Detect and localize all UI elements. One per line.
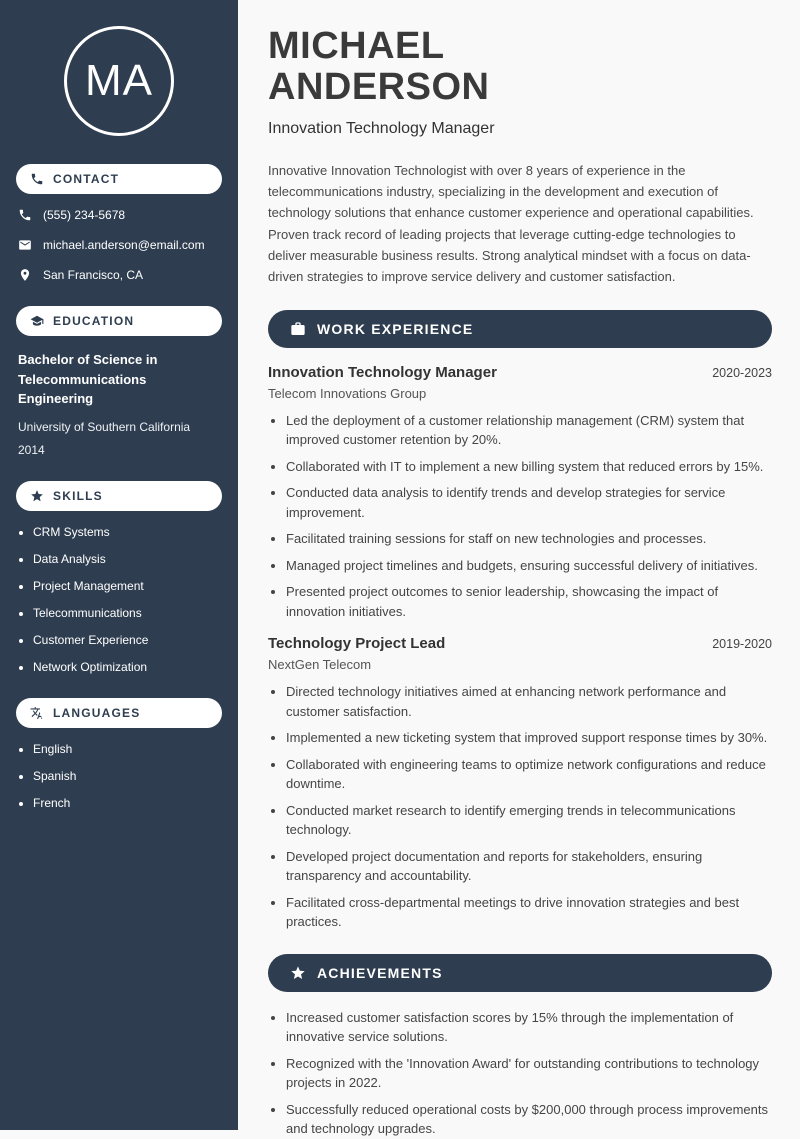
job-company: NextGen Telecom xyxy=(268,657,372,673)
job-dates: 2020-2023 xyxy=(712,365,772,380)
star-icon xyxy=(30,489,44,503)
job-bullet: • Presented project outcomes to senior leadership, showcasing the impact of innovation initiatives. xyxy=(286,582,772,621)
language-item: • Spanish xyxy=(33,769,222,783)
skill-item: • Customer Experience xyxy=(33,633,222,647)
skills-section-header xyxy=(16,481,222,511)
avatar xyxy=(64,26,174,136)
skill-item: • CRM Systems xyxy=(33,525,222,539)
achievements-banner xyxy=(268,954,772,992)
work-experience-title: WORK EXPERIENCE xyxy=(317,320,474,337)
job-bullet-list xyxy=(268,682,772,932)
graduation-cap-icon xyxy=(30,314,44,328)
job-dates: 2019-2020 xyxy=(712,637,772,652)
contact-phone xyxy=(18,208,220,222)
star-icon xyxy=(290,965,306,981)
job-bullet-list xyxy=(268,411,772,622)
job-bullet: • Developed project documentation and reports for stakeholders, ensuring transparency and accountability. xyxy=(286,847,772,886)
achievements-title: ACHIEVEMENTS xyxy=(317,964,443,981)
skills-section-title: SKILLS xyxy=(53,489,103,504)
language-item: • English xyxy=(33,742,222,756)
job-bullet: • Managed project timelines and budgets, ensuring successful delivery of initiatives. xyxy=(286,556,772,576)
avatar-initials: MA xyxy=(85,56,153,105)
job-bullet: • Facilitated cross-departmental meetings to drive innovation strategies and best practices. xyxy=(286,893,772,932)
languages-list xyxy=(16,742,222,810)
achievement-bullet: • Successfully reduced operational costs by $200,000 through process improvements and technology upgrades. xyxy=(286,1100,772,1139)
contact-location xyxy=(18,268,220,282)
contact-location-text: San Francisco, CA xyxy=(43,268,144,282)
candidate-title: Innovation Technology Manager xyxy=(268,119,495,137)
job-header xyxy=(268,364,772,381)
translate-icon xyxy=(30,706,44,720)
phone-icon xyxy=(18,208,32,222)
education-degree: Bachelor of Science in Telecommunications Engineering xyxy=(18,352,158,406)
education-section-title: EDUCATION xyxy=(53,314,135,328)
phone-icon xyxy=(30,172,44,186)
job-header xyxy=(268,635,772,652)
candidate-name xyxy=(268,26,772,109)
candidate-last-name: ANDERSON xyxy=(268,66,490,109)
contact-section-title: CONTACT xyxy=(53,172,120,186)
job-bullet: • Directed technology initiatives aimed at enhancing network performance and customer satisfaction. xyxy=(286,682,772,721)
contact-email xyxy=(18,238,220,252)
education-school: University of Southern California xyxy=(18,419,191,434)
language-item: • French xyxy=(33,796,222,810)
job-entry xyxy=(268,635,772,932)
education-section-header xyxy=(16,306,222,336)
skill-item: • Project Management xyxy=(33,579,222,593)
skills-list xyxy=(16,525,222,674)
languages-section-header xyxy=(16,698,222,728)
main-content xyxy=(238,0,800,1137)
job-role: Technology Project Lead xyxy=(268,635,446,653)
job-bullet: • Collaborated with IT to implement a new billing system that reduced errors by 15%. xyxy=(286,457,772,477)
achievements-list xyxy=(268,1008,772,1139)
job-company: Telecom Innovations Group xyxy=(268,385,427,401)
sidebar xyxy=(0,0,238,1130)
location-icon xyxy=(18,268,32,282)
job-bullet: • Led the deployment of a customer relationship management (CRM) system that improved customer retention by 20%. xyxy=(286,411,772,450)
email-icon xyxy=(18,238,32,252)
job-bullet: • Conducted market research to identify emerging trends in telecommunications technology. xyxy=(286,801,772,840)
job-role: Innovation Technology Manager xyxy=(268,363,497,381)
job-entry xyxy=(268,364,772,622)
job-bullet: • Conducted data analysis to identify trends and develop strategies for service improvement. xyxy=(286,483,772,522)
achievement-bullet: • Recognized with the 'Innovation Award' for outstanding contributions to technology projects in 2022. xyxy=(286,1054,772,1093)
job-bullet: • Implemented a new ticketing system that improved support response times by 30%. xyxy=(286,728,772,748)
avatar-wrap xyxy=(16,26,222,136)
skill-item: • Data Analysis xyxy=(33,552,222,566)
work-experience-banner xyxy=(268,310,772,348)
contact-email-text: michael.anderson@email.com xyxy=(43,238,205,252)
summary-paragraph: Innovative Innovation Technologist with over 8 years of experience in the telecommunications industry, specializing in the development and execution of technology solutions that enhance customer experience and operational capabilities. Proven track record of leading projects that leverage cutting-edge technologies to deliver measurable business results. Strong analytical mindset with a focus on data-driven strategies to improve service delivery and customer satisfaction. xyxy=(268,162,754,285)
education-year: 2014 xyxy=(18,443,45,458)
candidate-first-name: MICHAEL xyxy=(268,25,445,67)
contact-section-header xyxy=(16,164,222,194)
briefcase-icon xyxy=(290,321,306,337)
languages-section-title: LANGUAGES xyxy=(53,706,141,721)
job-bullet: • Collaborated with engineering teams to optimize network configurations and reduce downtime. xyxy=(286,755,772,794)
skill-item: • Telecommunications xyxy=(33,606,222,620)
achievement-bullet: • Increased customer satisfaction scores by 15% through the implementation of innovative service solutions. xyxy=(286,1008,772,1047)
contact-phone-text: (555) 234-5678 xyxy=(43,208,126,222)
job-bullet: • Facilitated training sessions for staff on new technologies and processes. xyxy=(286,529,772,549)
skill-item: • Network Optimization xyxy=(33,660,222,674)
